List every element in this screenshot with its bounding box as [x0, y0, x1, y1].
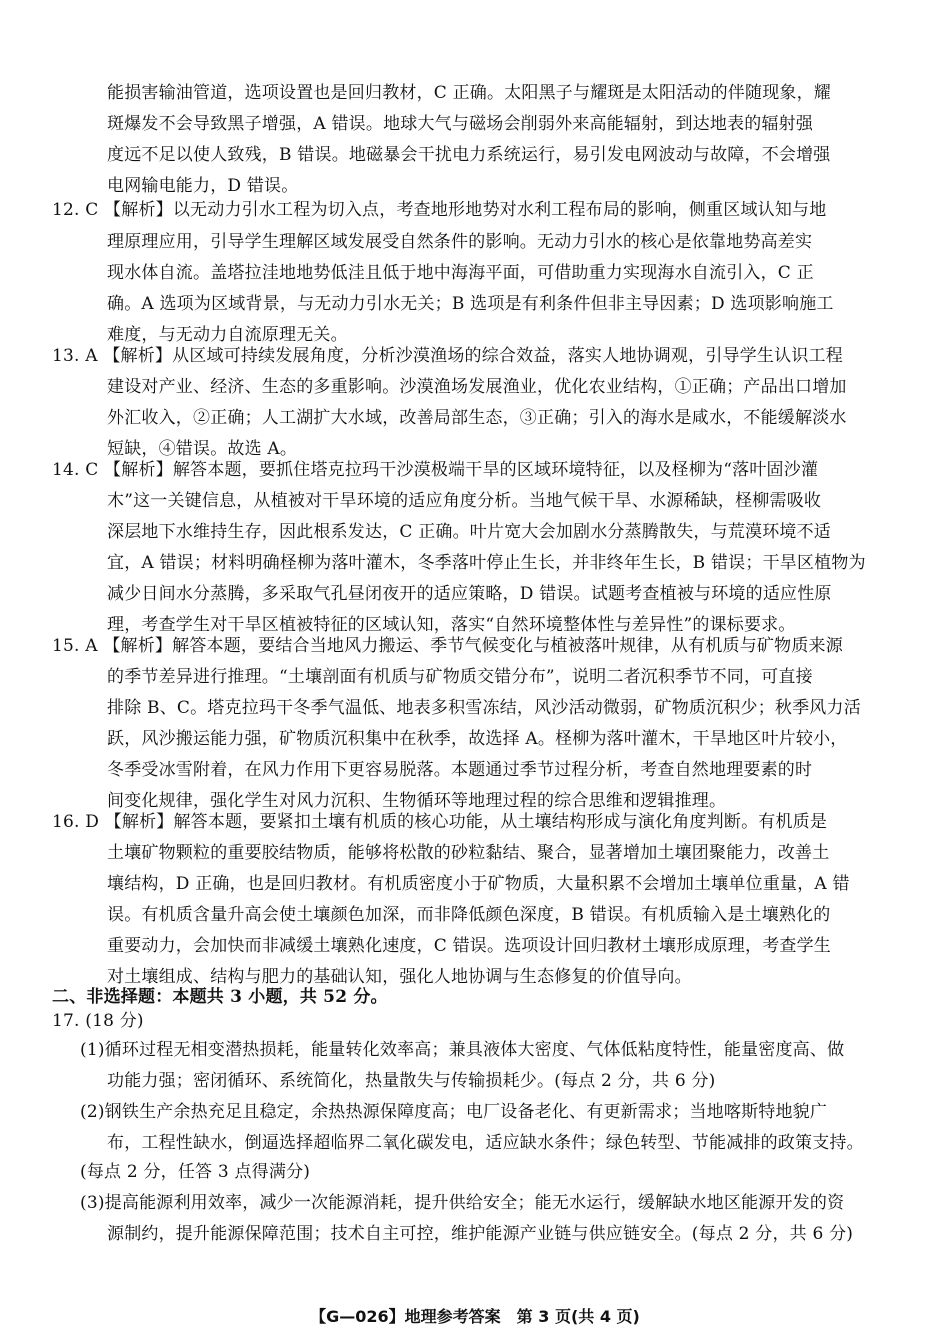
text-line: 能损害输油管道，选项设置也是回归教材，C 正确。太阳黑子与耀斑是太阳活动的伴随现象，耀 [107, 83, 832, 103]
text-line: 斑爆发不会导致黑子增强，A 错误。地球大气与磁场会削弱外来高能辐射，到达地表的辐射强 [107, 114, 814, 134]
page-footer: 【G—026】地理参考答案 第 3 页(共 4 页) [310, 1307, 640, 1326]
text-line: 功能力强；密闭循环、系统简化，热量散失与传输损耗少。(每点 2 分，共 6 分) [107, 1071, 716, 1091]
text-line: 电网输电能力，D 错误。 [107, 176, 299, 196]
answer-item-16: 16. D 【解析】解答本题，要紧扣土壤有机质的核心功能，从土壤结构形成与演化角度判断。有机质是 [52, 812, 828, 832]
text-line: 布，工程性缺水，倒逼选择超临界二氧化碳发电，适应缺水条件；绿色转型、节能减排的政策支持。 [107, 1133, 864, 1153]
text-line: 跃，风沙搬运能力强，矿物质沉积集中在秋季，故选择 A。柽柳为落叶灌木，干旱地区叶片较小， [107, 729, 848, 749]
answer-item-13: 13. A 【解析】从区域可持续发展角度，分析沙漠渔场的综合效益，落实人地协调观，引导学生认识工程 [52, 346, 843, 366]
text-line: 短缺，④错误。故选 A。 [107, 439, 298, 459]
answer-item-14: 14. C 【解析】解答本题，要抓住塔克拉玛干沙漠极端干旱的区域环境特征，以及柽柳为“落叶固沙灌 [52, 460, 819, 480]
sub-answer-3: (3)提高能源利用效率，减少一次能源消耗，提升供给安全；能无水运行，缓解缺水地区能源开发的资 [80, 1193, 845, 1213]
text-line: 的季节差异进行推理。“土壤剖面有机质与矿物质交错分布”，说明二者沉积季节不同，可直接 [107, 667, 813, 687]
text-line: 间变化规律，强化学生对风力沉积、生物循环等地理过程的综合思维和逻辑推理。 [107, 791, 727, 811]
text-line: 排除 B、C。塔克拉玛干冬季气温低、地表多积雪冻结，风沙活动微弱，矿物质沉积少；秋季风力活 [107, 698, 861, 718]
text-line: 现水体自流。盖塔拉洼地地势低洼且低于地中海海平面，可借助重力实现海水自流引入，C 正 [107, 263, 814, 283]
text-line: 误。有机质含量升高会使土壤颜色加深，而非降低颜色深度，B 错误。有机质输入是土壤熟化的 [107, 905, 831, 925]
answer-item-17: 17. (18 分) [52, 1011, 144, 1031]
answer-item-15: 15. A 【解析】解答本题，要结合当地风力搬运、季节气候变化与植被落叶规律，从有机质与矿物质来源 [52, 636, 843, 656]
answer-item-12: 12. C 【解析】以无动力引水工程为切入点，考查地形地势对水利工程布局的影响，侧重区域认知与地 [52, 200, 827, 220]
text-line: 难度，与无动力自流原理无关。 [107, 325, 348, 345]
text-line: 度远不足以使人致残，B 错误。地磁暴会干扰电力系统运行，易引发电网波动与故障，不会增强 [107, 145, 831, 165]
sub-answer-1: (1)循环过程无相变潜热损耗，能量转化效率高；兼具液体大密度、气体低粘度特性，能量密度高、做 [80, 1040, 845, 1060]
text-line: 理原理应用，引导学生理解区域发展受自然条件的影响。无动力引水的核心是依靠地势高差实 [107, 232, 813, 252]
text-line: 理，考查学生对干旱区植被特征的区域认知，落实“自然环境整体性与差异性”的课标要求。 [107, 615, 796, 635]
text-line: 冬季受冰雪附着，在风力作用下更容易脱落。本题通过季节过程分析，考查自然地理要素的时 [107, 760, 813, 780]
text-line: 木”这一关键信息，从植被对干旱环境的适应角度分析。当地气候干旱、水源稀缺，柽柳需吸收 [107, 491, 822, 511]
text-line: 宜，A 错误；材料明确柽柳为落叶灌木，冬季落叶停止生长，并非终年生长，B 错误；干旱区植物为 [107, 553, 866, 573]
text-line: 土壤矿物颗粒的重要胶结物质，能够将松散的砂粒黏结、聚合，显著增加土壤团聚能力，改善土 [107, 843, 830, 863]
text-line: (每点 2 分，任答 3 点得满分) [80, 1162, 311, 1182]
text-line: 外汇收入，②正确；人工湖扩大水域，改善局部生态，③正确；引入的海水是咸水，不能缓解淡水 [107, 408, 847, 428]
section-heading: 二、非选择题：本题共 3 小题，共 52 分。 [52, 987, 388, 1007]
text-line: 重要动力，会加快而非减缓土壤熟化速度，C 错误。选项设计回归教材土壤形成原理，考查学生 [107, 936, 832, 956]
sub-answer-2: (2)钢铁生产余热充足且稳定，余热热源保障度高；电厂设备老化、有更新需求；当地喀斯特地貌广 [80, 1102, 828, 1122]
text-line: 确。A 选项为区域背景，与无动力引水无关；B 选项是有利条件但非主导因素；D 选项影响施工 [107, 294, 834, 314]
text-line: 减少日间水分蒸腾，多采取气孔昼闭夜开的适应策略，D 错误。试题考查植被与环境的适应性原 [107, 584, 832, 604]
text-line: 源制约，提升能源保障范围；技术自主可控，维护能源产业链与供应链安全。(每点 2 分，共 6 分) [107, 1224, 854, 1244]
text-line: 建设对产业、经济、生态的多重影响。沙漠渔场发展渔业，优化农业结构，①正确；产品出口增加 [107, 377, 847, 397]
text-line: 壤结构，D 正确，也是回归教材。有机质密度小于矿物质，大量积累不会增加土壤单位重量，A 错 [107, 874, 850, 894]
text-line: 深层地下水维持生存，因此根系发达，C 正确。叶片宽大会加剧水分蒸腾散失，与荒漠环境不适 [107, 522, 832, 542]
text-line: 对土壤组成、结构与肥力的基础认知，强化人地协调与生态修复的价值导向。 [107, 967, 692, 987]
